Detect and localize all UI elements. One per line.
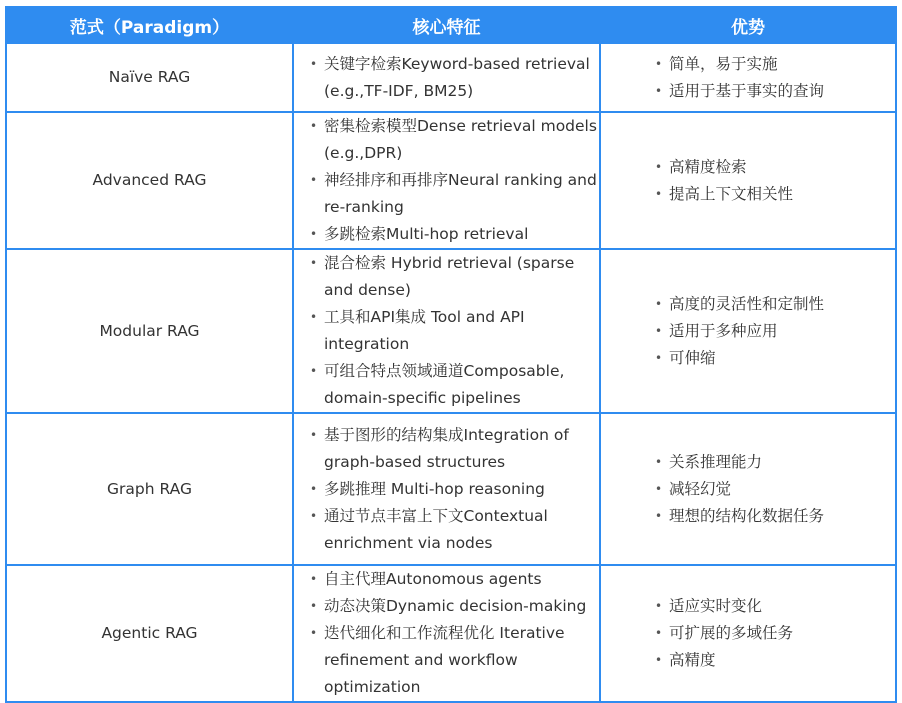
paradigm-name: Modular RAG: [6, 249, 293, 413]
list-item: [655, 291, 895, 318]
advantage-text: 提高上下文相关性: [669, 184, 794, 203]
bullet-icon: •: [655, 323, 663, 338]
rag-paradigm-table: [5, 6, 897, 703]
advantages-list: [601, 51, 895, 105]
list-item: [655, 620, 895, 647]
list-item: [655, 181, 895, 208]
list-item: [655, 51, 895, 78]
list-item: [655, 593, 895, 620]
advantages-cell: [600, 43, 896, 112]
feature-text: 神经排序和再排序Neural ranking and re-ranking: [324, 171, 597, 216]
feature-text: 自主代理Autonomous agents: [324, 570, 542, 588]
bullet-icon: •: [310, 481, 318, 496]
header-row: [6, 7, 896, 43]
features-cell: [293, 413, 600, 565]
bullet-icon: •: [310, 119, 318, 133]
advantage-text: 适应实时变化: [669, 597, 763, 615]
list-item: [310, 503, 599, 557]
bullet-icon: •: [310, 56, 318, 71]
list-item: [310, 566, 599, 593]
table-row: [6, 43, 896, 112]
bullet-icon: •: [310, 572, 318, 586]
table-row: [6, 413, 896, 565]
list-item: [655, 647, 895, 674]
list-item: [655, 345, 895, 372]
features-list: [294, 422, 599, 557]
feature-text: 多跳检索Multi-hop retrieval: [324, 225, 529, 243]
bullet-icon: •: [655, 481, 663, 496]
feature-text: 关键字检索Keyword-based retrieval (e.g.,TF-IDF, BM25): [324, 54, 590, 100]
paradigm-name: Naïve RAG: [6, 43, 293, 112]
header-advantages: 优势: [600, 7, 896, 43]
bullet-icon: •: [310, 310, 318, 324]
feature-text: 基于图形的结构集成Integration of graph-based structures: [324, 425, 569, 471]
list-item: [655, 503, 895, 530]
advantage-text: 适用于多种应用: [669, 321, 778, 340]
table-row: [6, 249, 896, 413]
features-list: [294, 51, 599, 105]
list-item: [310, 593, 599, 620]
features-cell: [293, 112, 600, 249]
bullet-icon: •: [310, 227, 318, 241]
bullet-icon: •: [655, 653, 663, 667]
comparison-table-wrapper: [5, 6, 895, 703]
table-row: [6, 112, 896, 249]
feature-text: 可组合特点领域通道Composable, domain-specific pipelines: [324, 362, 565, 407]
features-cell: [293, 249, 600, 413]
features-list: [294, 113, 599, 248]
advantage-text: 关系推理能力: [669, 452, 763, 471]
list-item: [310, 221, 599, 248]
feature-text: 混合检索 Hybrid retrieval (sparse and dense): [324, 254, 575, 299]
bullet-icon: •: [310, 427, 318, 442]
bullet-icon: •: [655, 599, 663, 613]
advantage-text: 高度的灵活性和定制性: [669, 294, 825, 313]
features-list: [294, 250, 599, 412]
features-cell: [293, 565, 600, 702]
bullet-icon: •: [655, 56, 663, 71]
bullet-icon: •: [655, 296, 663, 311]
paradigm-name: Advanced RAG: [6, 112, 293, 249]
table-row: [6, 565, 896, 702]
bullet-icon: •: [310, 508, 318, 523]
bullet-icon: •: [655, 83, 663, 98]
advantages-cell: [600, 249, 896, 413]
list-item: [655, 476, 895, 503]
list-item: [310, 304, 599, 358]
bullet-icon: •: [655, 626, 663, 640]
advantage-text: 减轻幻觉: [669, 479, 732, 498]
list-item: [310, 250, 599, 304]
bullet-icon: •: [655, 508, 663, 523]
bullet-icon: •: [310, 173, 318, 187]
feature-text: 动态决策Dynamic decision-making: [324, 597, 587, 615]
feature-text: 密集检索模型Dense retrieval models (e.g.,DPR): [324, 117, 597, 162]
advantages-list: [601, 291, 895, 372]
list-item: [310, 358, 599, 412]
advantage-text: 高精度: [669, 651, 716, 669]
list-item: [310, 476, 599, 503]
list-item: [310, 113, 599, 167]
bullet-icon: •: [655, 159, 663, 174]
advantages-cell: [600, 112, 896, 249]
list-item: [655, 154, 895, 181]
advantages-cell: [600, 565, 896, 702]
advantage-text: 高精度检索: [669, 157, 747, 176]
bullet-icon: •: [655, 454, 663, 469]
bullet-icon: •: [655, 350, 663, 365]
bullet-icon: •: [310, 599, 318, 613]
bullet-icon: •: [310, 364, 318, 378]
bullet-icon: •: [655, 186, 663, 201]
advantage-text: 可伸缩: [669, 348, 716, 367]
feature-text: 多跳推理 Multi-hop reasoning: [324, 479, 545, 498]
advantage-text: 理想的结构化数据任务: [669, 506, 825, 525]
advantage-text: 适用于基于事实的查询: [669, 81, 825, 100]
list-item: [310, 620, 599, 701]
paradigm-name: Agentic RAG: [6, 565, 293, 702]
bullet-icon: •: [310, 626, 318, 640]
advantage-text: 可扩展的多域任务: [669, 624, 794, 642]
list-item: [655, 78, 895, 105]
paradigm-name: Graph RAG: [6, 413, 293, 565]
bullet-icon: •: [310, 256, 318, 270]
header-paradigm: 范式（Paradigm）: [6, 7, 293, 43]
list-item: [655, 449, 895, 476]
advantages-list: [601, 154, 895, 208]
advantage-text: 简单，易于实施: [669, 54, 778, 73]
list-item: [655, 318, 895, 345]
list-item: [310, 422, 599, 476]
header-core-features: 核心特征: [293, 7, 600, 43]
advantages-cell: [600, 413, 896, 565]
features-cell: [293, 43, 600, 112]
advantages-list: [601, 593, 895, 674]
list-item: [310, 167, 599, 221]
list-item: [310, 51, 599, 105]
advantages-list: [601, 449, 895, 530]
feature-text: 通过节点丰富上下文Contextual enrichment via nodes: [324, 506, 548, 552]
feature-text: 工具和API集成 Tool and API integration: [324, 308, 525, 353]
feature-text: 迭代细化和工作流程优化 Iterative refinement and workflow optimization: [324, 624, 565, 696]
features-list: [294, 566, 599, 701]
